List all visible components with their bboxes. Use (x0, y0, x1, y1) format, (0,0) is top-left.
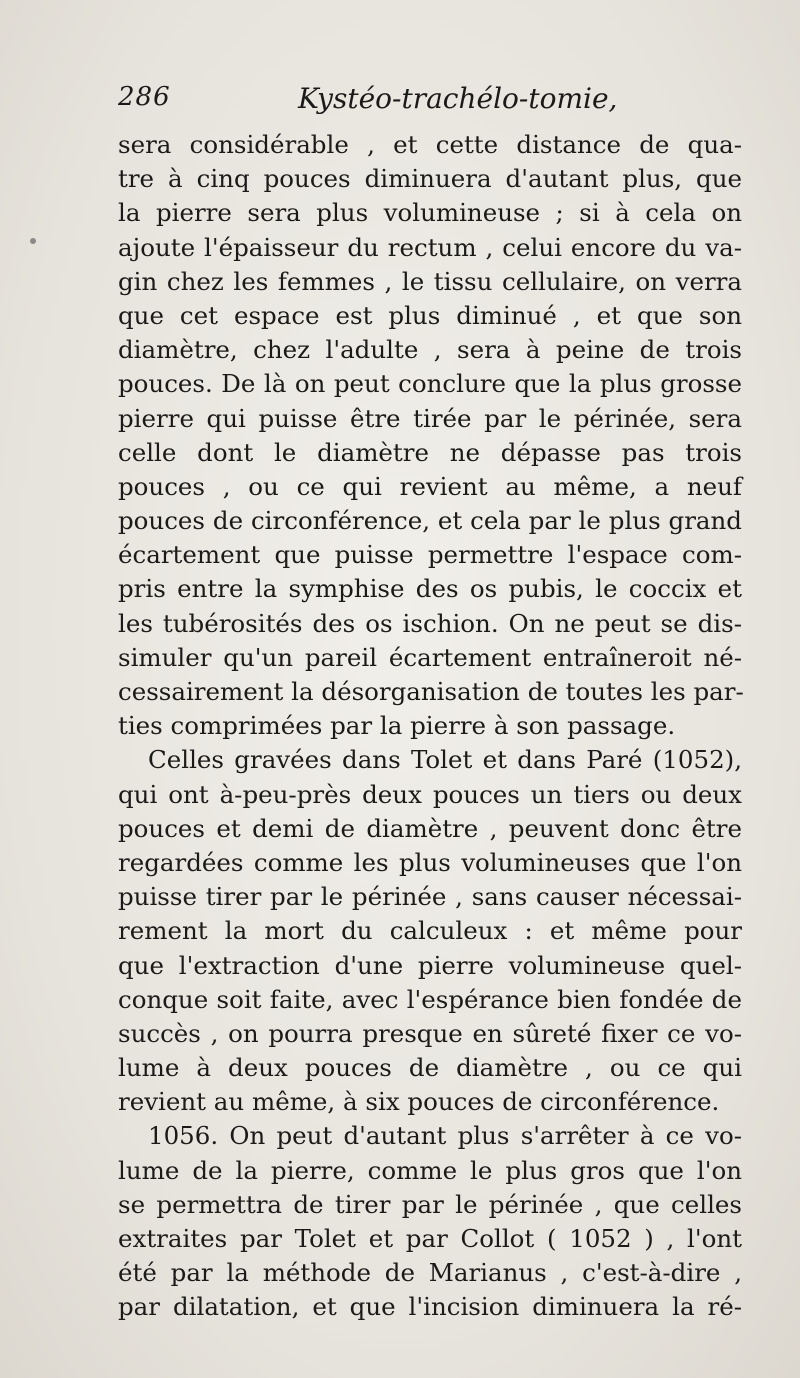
text-line: Celles gravées dans Tolet et dans Paré (1052), (148, 745, 742, 775)
text-line: pouces et demi de diamètre , peuvent donc être (118, 813, 742, 843)
text-line: été par la méthode de Marianus , c'est-à-dire , (118, 1258, 742, 1288)
text-line: succès , on pourra presque en sûreté fixer ce vo- (118, 1018, 742, 1048)
text-line: écartement que puisse permettre l'espace com- (118, 540, 742, 570)
text-line: lume à deux pouces de diamètre , ou ce qui (118, 1053, 742, 1083)
text-line: gin chez les femmes , le tissu cellulaire, on verra (118, 266, 742, 296)
text-line: puisse tirer par le périnée , sans causer nécessai- (118, 882, 742, 912)
text-line: les tubérosités des os ischion. On ne peut se dis- (118, 608, 742, 638)
text-line: extraites par Tolet et par Collot ( 1052 ) , l'ont (118, 1224, 742, 1253)
text-line: cessairement la désorganisation de toutes les par- (118, 677, 744, 706)
running-head: Kystéo-trachélo-tomie, (298, 82, 618, 115)
text-line: que l'extraction d'une pierre volumineuse quel- (118, 950, 742, 980)
text-line: lume de la pierre, comme le plus gros que l'on (118, 1155, 742, 1185)
text-line: pouces. De là on peut conclure que la plus grosse (118, 369, 742, 399)
text-line: pris entre la symphise des os pubis, le coccix et (118, 574, 742, 604)
text-line: celle dont le diamètre ne dépasse pas trois (118, 437, 742, 467)
text-line: rement la mort du calculeux : et même pour (118, 916, 742, 946)
text-line: la pierre sera plus volumineuse ; si à cela on (118, 198, 742, 228)
text-line: regardées comme les plus volumineuses que l'on (118, 847, 742, 877)
text-line: revient au même, à six pouces de circonférence. (118, 1087, 720, 1117)
body-text (118, 128, 742, 1325)
text-line: que cet espace est plus diminué , et que son (118, 300, 742, 330)
text-line: ajoute l'épaisseur du rectum , celui encore du va- (118, 232, 742, 262)
text-line: simuler qu'un pareil écartement entraîneroit né- (118, 642, 742, 672)
text-line: ties comprimées par la pierre à son passage. (118, 711, 676, 741)
ink-speck (30, 238, 36, 244)
text-line: pouces , ou ce qui revient au même, a neuf (118, 471, 742, 501)
page-number: 286 (118, 82, 171, 112)
page-header (118, 82, 678, 126)
text-line: sera considérable , et cette distance de qua- (118, 130, 742, 159)
text-line: qui ont à-peu-près deux pouces un tiers ou deux (118, 779, 742, 809)
text-line: diamètre, chez l'adulte , sera à peine de trois (118, 335, 742, 365)
text-line: conque soit faite, avec l'espérance bien fondée de (118, 984, 742, 1014)
text-line: se permettra de tirer par le périnée , que celles (118, 1189, 742, 1219)
text-line: tre à cinq pouces diminuera d'autant plus, que (118, 164, 742, 194)
text-line: 1056. On peut d'autant plus s'arrêter à ce vo- (148, 1121, 742, 1151)
text-line: pierre qui puisse être tirée par le périnée, sera (118, 403, 742, 433)
text-line: par dilatation, et que l'incision diminuera la ré- (118, 1292, 742, 1322)
text-line: pouces de circonférence, et cela par le plus grand (118, 506, 742, 536)
